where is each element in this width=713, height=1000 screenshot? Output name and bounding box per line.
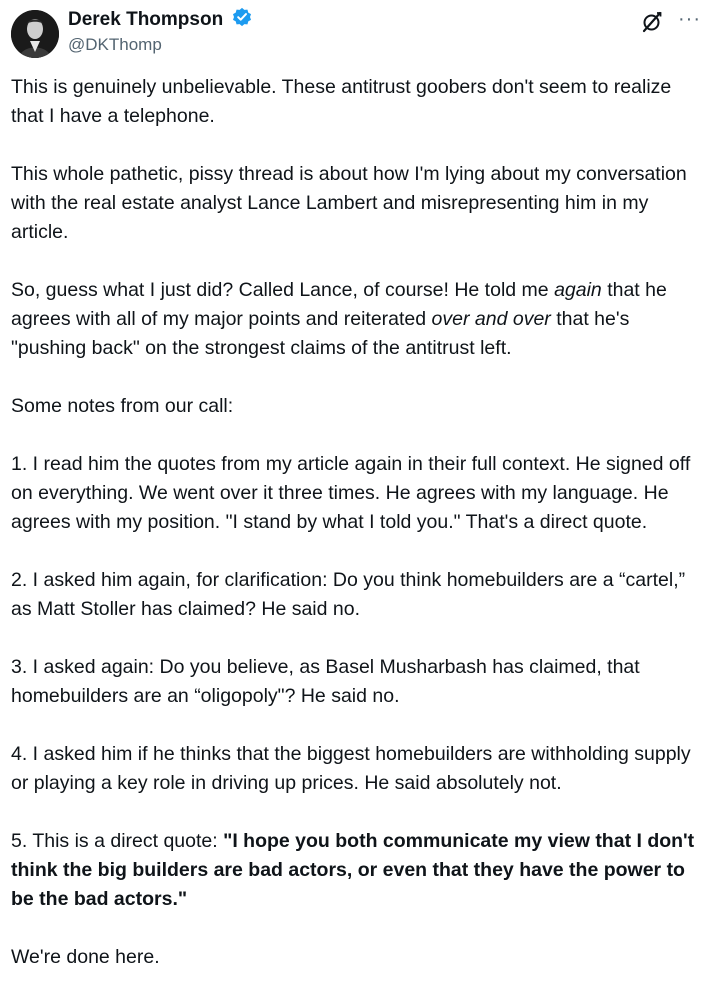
text-segment: that he's "pushing back" on the strongest claims of the antitrust left. [11, 308, 630, 359]
tweet-paragraph: This whole pathetic, pissy thread is about how I'm lying about my conversation with the real estate analyst Lance Lambert and misrepresenting him in my article. [11, 163, 687, 243]
tweet-paragraph: Some notes from our call: [11, 395, 234, 417]
tweet-paragraph: 1. I read him the quotes from my article again in their full context. He signed off on everything. We went over it three times. He agrees with my language. He agrees with my position. "I stand by what I told you." That's a direct quote. [11, 453, 691, 533]
more-icon[interactable]: ··· [678, 8, 701, 30]
verified-badge-icon[interactable] [232, 7, 252, 32]
tweet-paragraph: This is genuinely unbelievable. These antitrust goobers don't seem to realize that I have a telephone. [11, 76, 672, 127]
text-segment: that he agrees with all of my major points and reiterated [11, 279, 667, 330]
tweet-paragraph [11, 276, 706, 363]
tweet-text [11, 73, 706, 972]
text-segment: So, guess what I just did? Called Lance, of course! He told me [11, 279, 555, 301]
grok-icon[interactable] [640, 10, 664, 34]
text-segment: 5. This is a direct quote: [11, 830, 224, 852]
emphasis-over-and-over: over and over [431, 308, 551, 330]
author-names [68, 8, 252, 56]
tweet-paragraph: We're done here. [11, 946, 160, 968]
author-display-name[interactable]: Derek Thompson [68, 9, 224, 30]
tweet-header [11, 8, 701, 58]
tweet-paragraph: 2. I asked him again, for clarification: Do you think homebuilders are a “cartel,” as Matt Stoller has claimed? He said no. [11, 569, 686, 620]
bold-quote: "I hope you both communicate my view that I don't think the big builders are bad actors, or even that they have the power to be the bad actors." [11, 830, 695, 910]
tweet-actions [640, 10, 701, 34]
tweet-paragraph: 3. I asked again: Do you believe, as Basel Musharbash has claimed, that homebuilders are an “oligopoly"? He said no. [11, 656, 640, 707]
tweet-paragraph: 4. I asked him if he thinks that the biggest homebuilders are withholding supply or playing a key role in driving up prices. He said absolutely not. [11, 743, 691, 794]
author-handle[interactable]: @DKThomp [68, 35, 162, 54]
tweet-paragraph [11, 827, 706, 914]
emphasis-again: again [554, 279, 602, 301]
avatar[interactable] [11, 10, 59, 58]
